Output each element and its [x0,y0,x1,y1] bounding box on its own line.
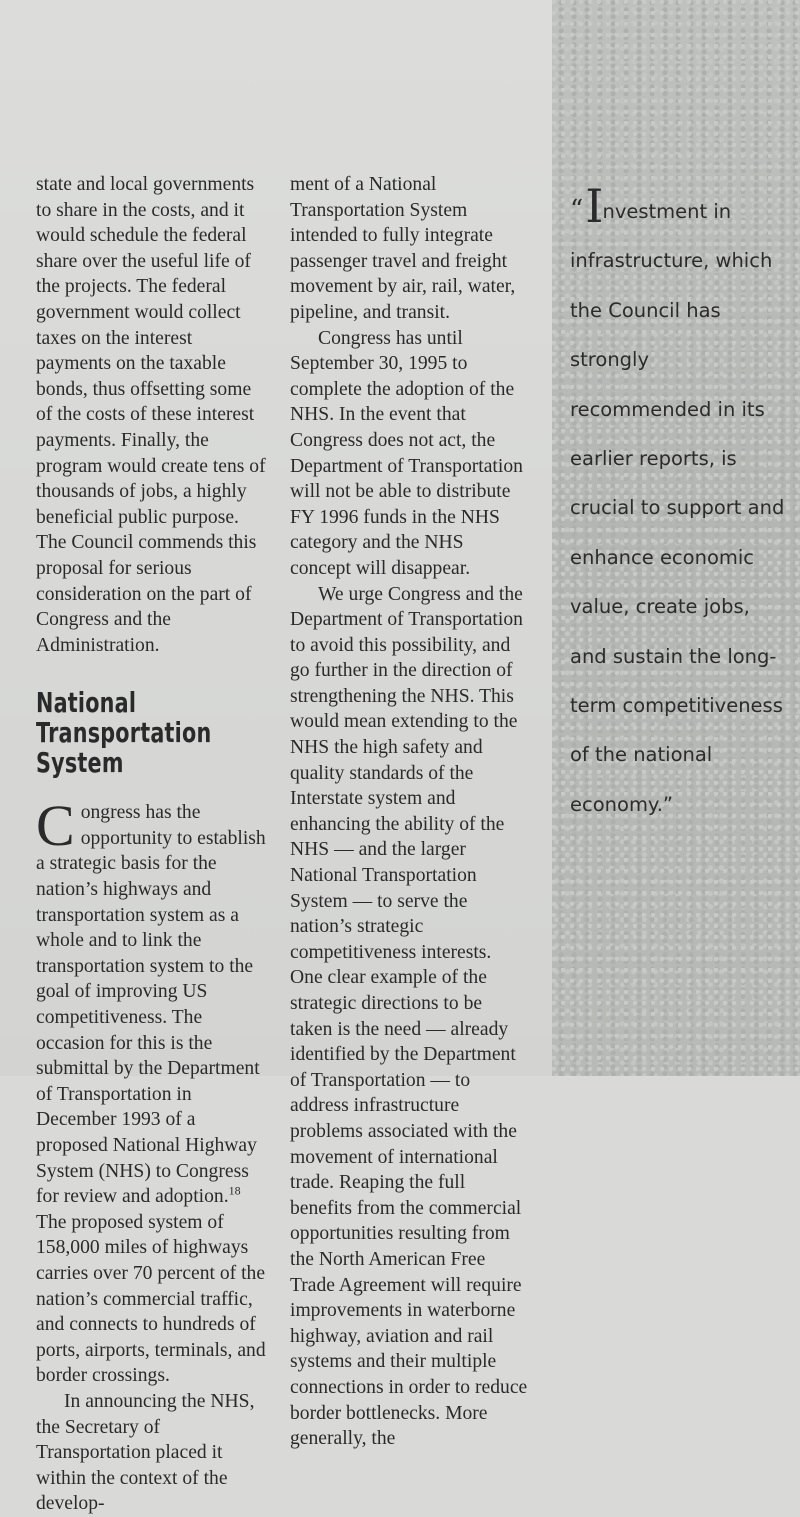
section-heading: National Transportation System [36,686,212,780]
paragraph-nhs-text: The proposed system of 158,000 miles of highways carries over 70 percent of the nation’s commercial traffic, and connects to hundreds of ports, airports, terminals, and border crossings. [36,1211,266,1387]
paragraph-urge-congress: We urge Congress and the Department of Transportation to avoid this possibility, and go further in the direction of strengthening the NHS. This would mean extending to the NHS the high safety and quality standards of the Interstate system and enhancing the ability of the NHS — and the larger National Transportation System — to serve the nation’s strategic competitiveness interests. One clear example of the strategic directions to be taken is the need — already identified by the Department of Transportation — to address infrastructure problems associated with the movement of international trade. Reaping the full benefits from the commercial opportunities resulting from the North American Free Trade Agreement will require improvements in waterborne highway, aviation and rail systems and their multiple connections in order to reduce border bottlenecks. More generally, the [290,583,528,1450]
text-column-left [36,172,268,1517]
paragraph-congress-opportunity [36,793,268,1389]
paragraph-national-system: ment of a National Transportation System intended to fully integrate passenger travel and freight movement by air, rail, water, pipeline, and transit. [290,174,516,323]
pull-quote [570,179,792,829]
pull-quote-initial: I [585,179,604,233]
open-quote-mark: “ [570,195,584,225]
paragraph-deadline: Congress has until September 30, 1995 to complete the adoption of the NHS. In the event that Congress does not act, the Department of Transportation will not be able to distribute FY 1996 funds in the NHS category and the NHS concept will disappear. [290,327,523,579]
paragraph-congress-text: ongress has the opportunity to establish a strategic basis for the nation’s highways and transportation system as a whole and to link the transportation system to the goal of improving US competitiveness. The occasion for this is the submittal by the Department of Transportation in December 1993 of a proposed National Highway System (NHS) to Congress for review and adoption. [36,802,266,1208]
drop-cap: C [36,793,75,859]
close-quote-mark: ” [662,792,674,816]
pull-quote-text: nvestment in infrastructure, which the Council has strongly recommended in its earlier reports, is crucial to support and enhance economic value, create jobs, and sustain the long-term competitiveness of the national economy. [570,200,785,816]
paragraph-announcing-nhs: In announcing the NHS, the Secretary of Transportation placed it within the context of the develop- [36,1390,255,1515]
footnote-marker: 18 [228,1183,241,1198]
paragraph-cost-sharing: state and local governments to share in the costs, and it would schedule the federal share over the useful life of the projects. The federal government would collect taxes on the interest payments on the taxable bonds, thus offsetting some of the costs of these interest payments. Finally, the program would create tens of thousands of jobs, a highly beneficial public purpose. The Council commends this proposal for serious consideration on the part of Congress and the Administration. [36,174,266,656]
text-column-middle [290,172,528,1452]
